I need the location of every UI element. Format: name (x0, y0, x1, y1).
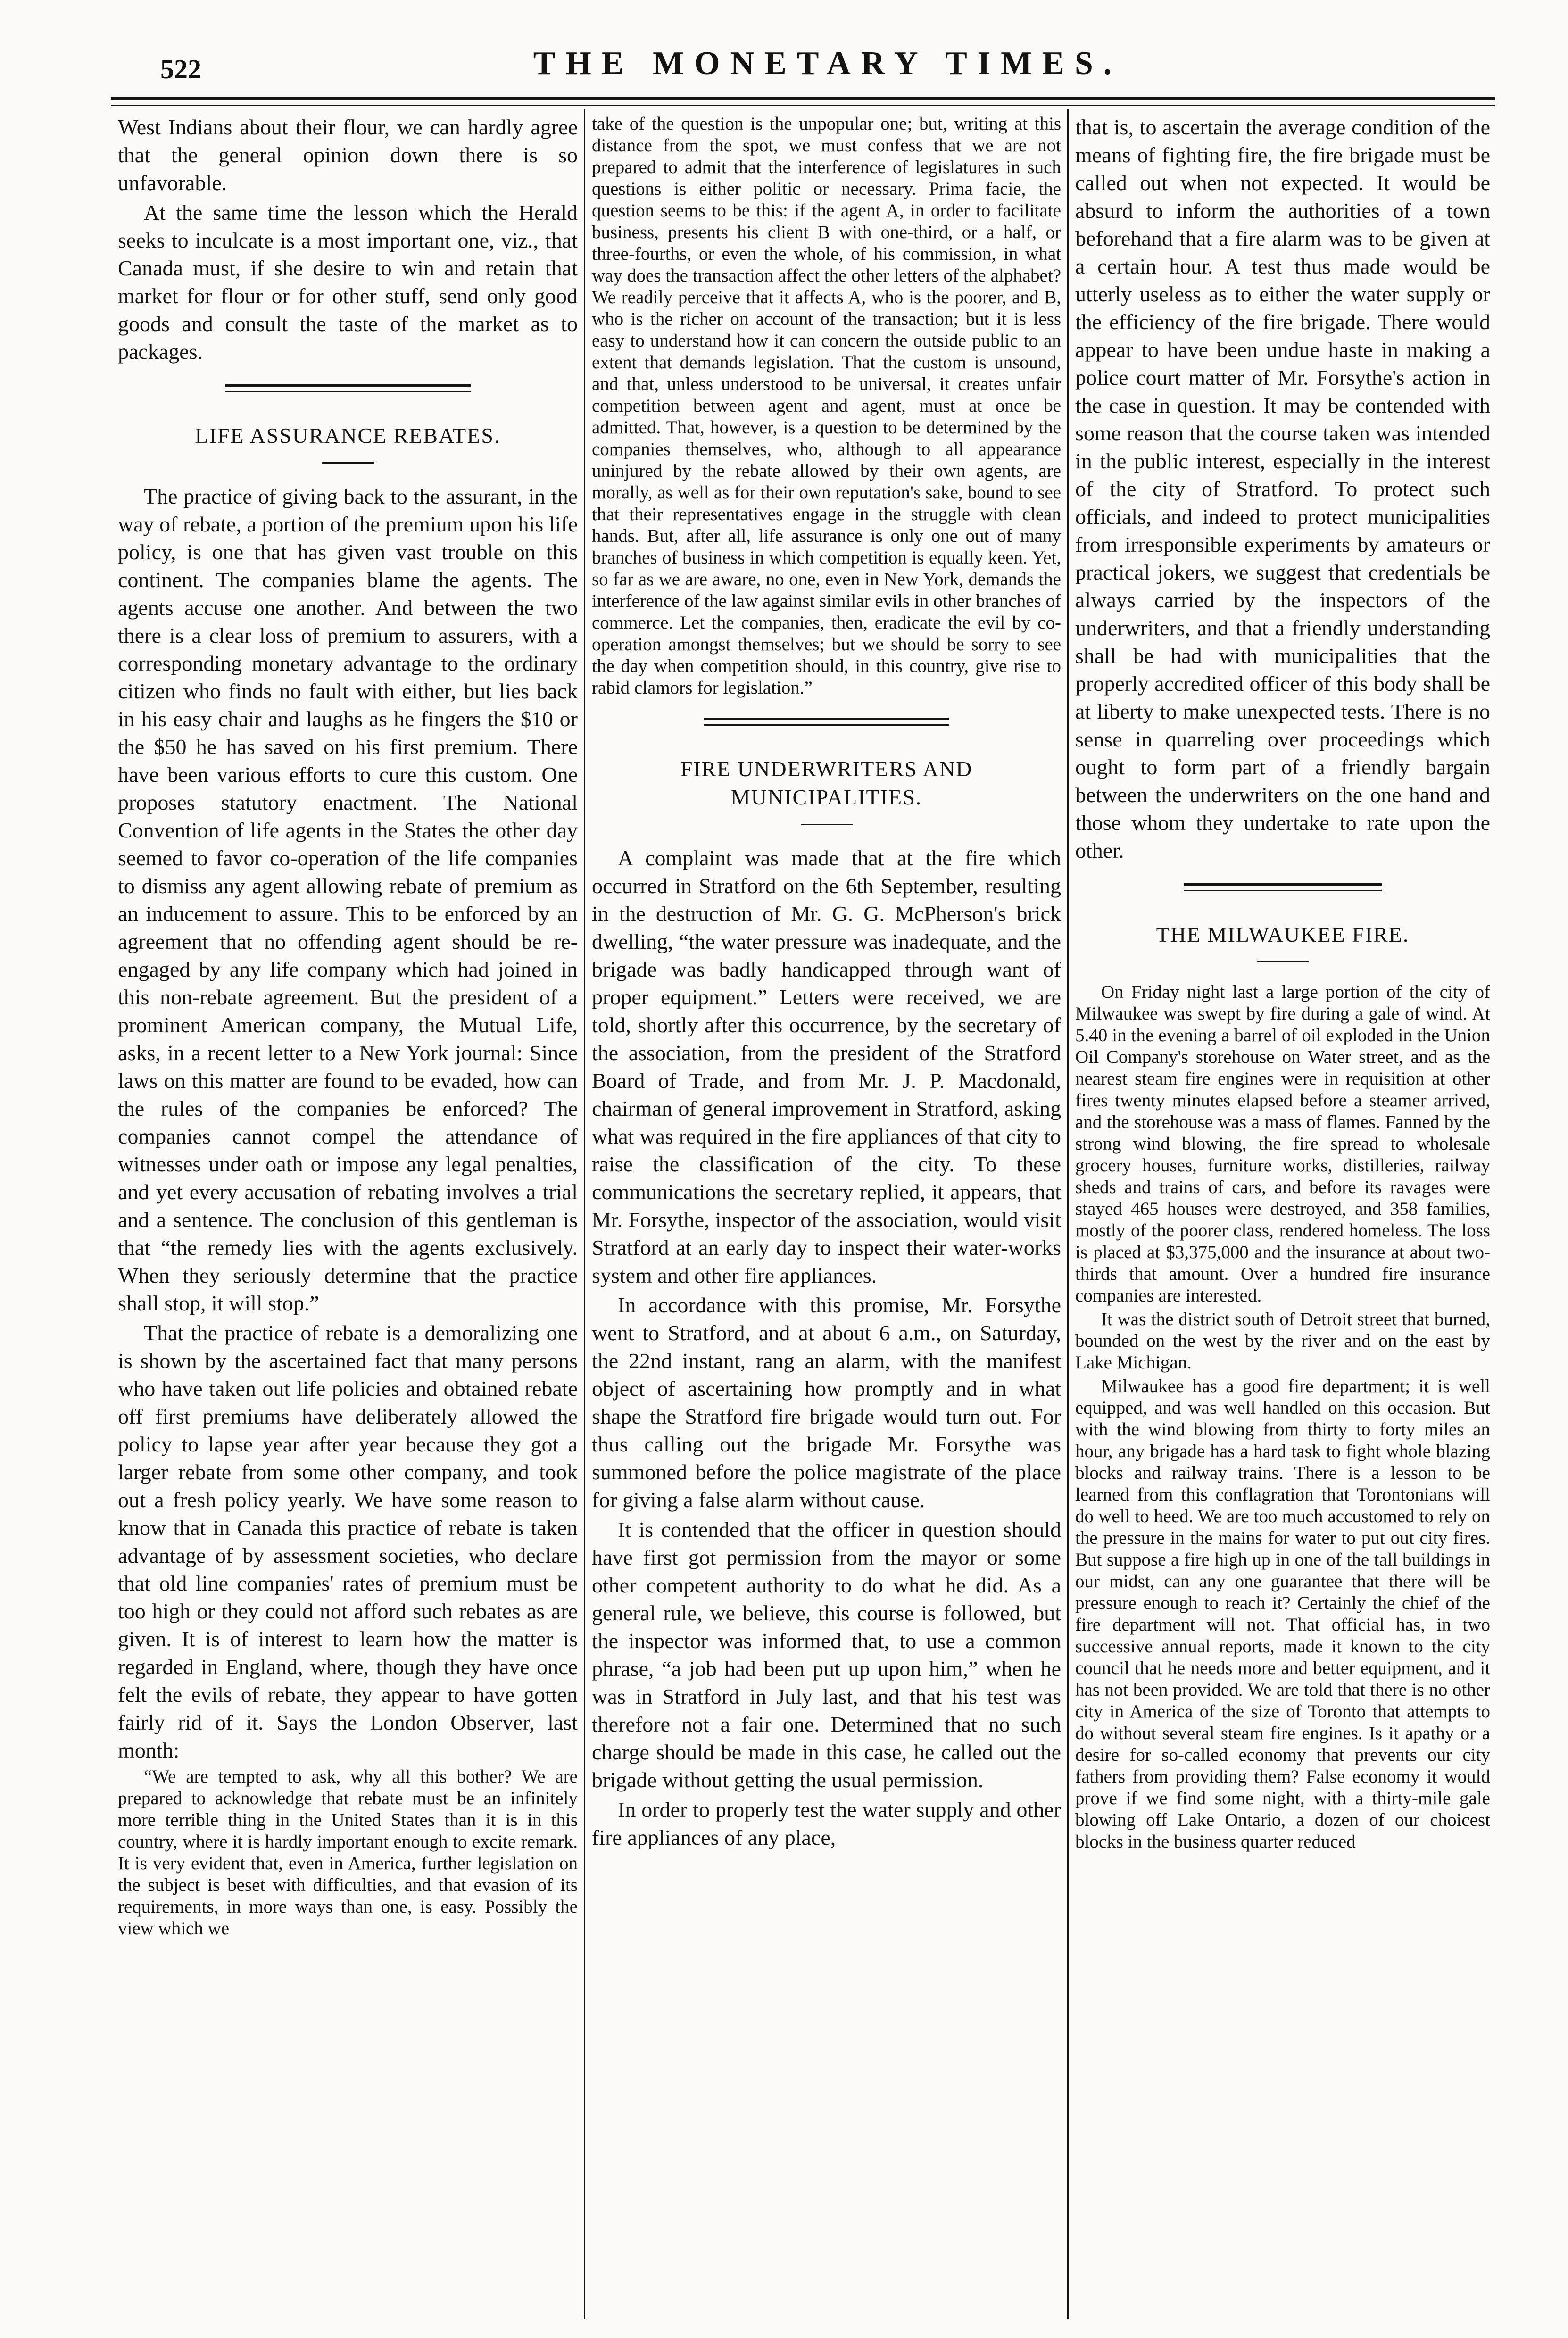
section-rule (225, 384, 471, 392)
article-paragraph: It is contended that the officer in question should have first got permission from the mayor or some other competent authority to do what he did. As a general rule, we believe, this course is followed, but the inspector was informed that, to use a common phrase, “a job had been put up upon him,” when he was in Stratford in July last, and that his test was therefore not a fair one. Determined that no such charge should be made in this case, he called out the brigade without getting the usual permission. (592, 1517, 1061, 1792)
page-number: 522 (160, 54, 201, 84)
masthead-title: THE MONETARY TIMES. (533, 45, 1122, 82)
article-paragraph: A complaint was made that at the fire which occurred in Stratford on the 6th September, resulting in the destruction of Mr. G. G. McPherson's brick dwelling, “the water pressure was inadequate, and the brigade was badly handicapped through want of proper equipment.” Letters were received, we are told, shortly after this occurrence, by the secretary of the association, from the president of the Stratford Board of Trade, and from Mr. J. P. Macdonald, chairman of general improvement in Stratford, asking what was required in the fire appliances of that city to raise the classification of the city. To these communications the secretary replied, it appears, that Mr. Forsythe, inspector of the association, would visit Stratford at an early day to inspect their water-works system and other fire appliances. (592, 846, 1061, 1287)
article-paragraph: It was the district south of Detroit street that burned, bounded on the west by the river and on the east by Lake Michigan. (1075, 1309, 1490, 1373)
header-rule (111, 97, 1495, 100)
article-heading-fire-underwriters: FIRE UNDERWRITERS AND MUNICIPALITIES. (680, 757, 973, 809)
column-divider-1 (584, 109, 585, 2319)
column-2 (592, 113, 1061, 2310)
quoted-paragraph-continued: take of the question is the unpopular one; but, writing at this distance from the spot, we must confess that we are not prepared to admit that the interference of legislatures in such questions is either politic or necessary. Prima facie, the question seems to be this: if the agent A, in order to facilitate business, presents his client B with one-third, or a half, or three-fourths, or even the whole, of his commission, in what way does the transaction affect the other letters of the alphabet? We readily perceive that it affects A, who is the poorer, and B, who is the richer on account of the transaction; but it is less easy to understand how it can concern the outside public to an extent that demands legislation. That the custom is unsound, and that, unless understood to be universal, it creates unfair competition between agent and agent, must at once be admitted. That, however, is a question to be determined by the companies themselves, who, although to all appearance uninjured by the rebate allowed by their own agents, are morally, as well as for their own reputation's sake, bound to see that their representatives engage in the struggle with clean hands. But, after all, life assurance is only one out of many branches of business in which competition is equally keen. Yet, so far as we are aware, no one, even in New York, demands the interference of the law against similar evils in other branches of commerce. Let the companies, then, eradicate the evil by co-operation amongst themselves; but we should be sorry to see the day when competition should, in this country, give rise to rabid clamors for legislation.” (592, 114, 1061, 698)
intro-paragraph: West Indians about their flour, we can hardly agree that the general opinion down there is so unfavorable. (118, 115, 578, 195)
article-paragraph: In accordance with this promise, Mr. Forsythe went to Stratford, and at about 6 a.m., on Saturday, the 22nd instant, rang an alarm, with the manifest object of ascertaining how promptly and in what shape the Stratford fire brigade would turn out. For thus calling out the brigade Mr. Forsythe was summoned before the police magistrate of the place for giving a false alarm without cause. (592, 1293, 1061, 1512)
article-heading-life-assurance: LIFE ASSURANCE REBATES. (195, 423, 501, 448)
heading-rule (322, 462, 374, 464)
column-divider-2 (1067, 109, 1069, 2319)
article-paragraph: That the practice of rebate is a demoralizing one is shown by the ascertained fact that many persons who have taken out life policies and obtained rebate off first premiums have deliberately allowed the policy to lapse year after year because they got a larger rebate from some other company, and took out a fresh policy yearly. We have some reason to know that in Canada this practice of rebate is taken advantage of by assessment societies, who declare that old line companies' rates of premium must be too high or they could not afford such rebates as are given. It is of interest to learn how the matter is regarded in England, where, though they have once felt the evils of rebate, they appear to have gotten fairly rid of it. Says the London Observer, last month: (118, 1321, 578, 1762)
article-heading-milwaukee-fire: THE MILWAUKEE FIRE. (1156, 922, 1410, 946)
article-paragraph-continued: that is, to ascertain the average condition of the means of fighting fire, the fire brigade must be called out when not expected. It would be absurd to inform the authorities of a town beforehand that a fire alarm was to be given at a certain hour. A test thus made would be utterly useless as to either the water supply or the efficiency of the fire brigade. There would appear to have been undue haste in making a police court matter of Mr. Forsythe's action in the case in question. It may be contended with some reason that the course taken was intended in the public interest, especially in the interest of the city of Stratford. To protect such officials, and indeed to protect municipalities from irresponsible experiments by amateurs or practical jokers, we suggest that credentials be always carried by the inspectors of the underwriters, and that a friendly understanding shall be had with municipalities that the properly accredited officer of this body shall be at liberty to make unexpected tests. There is no sense in quarreling over proceedings which ought to form part of a friendly bargain between the underwriters on the one hand and those whom they undertake to rate upon the other. (1075, 115, 1490, 862)
heading-rule (1257, 961, 1309, 962)
quoted-paragraph: “We are tempted to ask, why all this bother? We are prepared to acknowledge that rebate must be an infinitely more terrible thing in the United States than it is in this country, where it is hardly important enough to excite remark. It is very evident that, even in America, further legislation on the subject is beset with difficulties, and that evasion of its requirements, in more ways than one, is easy. Possibly the view which we (118, 1766, 578, 1939)
column-3 (1075, 113, 1490, 2310)
lesson-paragraph: At the same time the lesson which the Herald seeks to inculcate is a most important one, viz., that Canada must, if she desire to win and retain that market for flour or for other stuff, send only good goods and consult the taste of the market as to packages. (118, 200, 578, 364)
column-1 (118, 113, 578, 2310)
header-rule-thin (111, 105, 1495, 106)
article-paragraph: On Friday night last a large portion of the city of Milwaukee was swept by fire during a gale of wind. At 5.40 in the evening a barrel of oil exploded in the Union Oil Company's storehouse on Water street, and as the nearest steam fire engines were in requisition at other fires twenty minutes elapsed before a steamer arrived, and the storehouse was a mass of flames. Fanned by the strong wind blowing, the fire spread to wholesale grocery houses, furniture works, distilleries, railway sheds and trains of cars, and before its ravages were stayed 465 houses were destroyed, and 358 families, mostly of the poorer class, rendered homeless. The loss is placed at $3,375,000 and the insurance at about two-thirds that amount. Over a hundred fire insurance companies are interested. (1075, 982, 1490, 1306)
article-paragraph: The practice of giving back to the assurant, in the way of rebate, a portion of the premium upon his life policy, is one that has given vast trouble on this continent. The companies blame the agents. The agents accuse one another. And between the two there is a clear loss of premium to assurers, with a corresponding monetary advantage to the ordinary citizen who finds no fault with either, but lies back in his easy chair and laughs as he fingers the $10 or the $50 he has saved on his first premium. There have been various efforts to cure this custom. One proposes statutory enactment. The National Convention of life agents in the States the other day seemed to favor co-operation of the life companies to dismiss any agent allowing rebate of premium as an inducement to assure. This to be enforced by an agreement that no offending agent should be re-engaged by any life company which had joined in this non-rebate agreement. But the president of a prominent American company, the Mutual Life, asks, in a recent letter to a New York journal: Since laws on this matter are found to be evaded, how can the rules of the companies be enforced? The companies cannot compel the attendance of witnesses under oath or impose any legal penalties, and yet every accusation of rebating involves a trial and a sentence. The conclusion of this gentleman is that “the remedy lies with the agents exclusively. When they seriously determine that the practice shall stop, it will stop.” (118, 484, 578, 1315)
article-paragraph: Milwaukee has a good fire department; it is well equipped, and was well handled on this occasion. But with the wind blowing from thirty to forty miles an hour, any brigade has a hard task to fight whole blazing blocks and railway trains. There is a lesson to be learned from this conflagration that Torontonians will do well to heed. We are too much accustomed to rely on the pressure in the mains for water to put out city fires. But suppose a fire high up in one of the tall buildings in our midst, can any one guarantee that there will be pressure enough to reach it? Certainly the chief of the fire department will not. That official has, in two successive annual reports, made it known to the city council that he needs more and better equipment, and it has not been provided. We are told that there is no other city in America of the size of Toronto that attempts to do without several steam fire engines. Is it apathy or a desire for so-called economy that prevents our city fathers from providing them? False economy it would prove if we find some night, with a thirty-mile gale blowing off Lake Ontario, a dozen of our choicest blocks in the business quarter reduced (1075, 1376, 1490, 1852)
section-rule (1184, 883, 1382, 891)
section-rule (704, 718, 949, 726)
page-header (160, 45, 1495, 90)
heading-rule (801, 824, 853, 825)
article-paragraph: In order to properly test the water supply and other fire appliances of any place, (592, 1798, 1061, 1849)
